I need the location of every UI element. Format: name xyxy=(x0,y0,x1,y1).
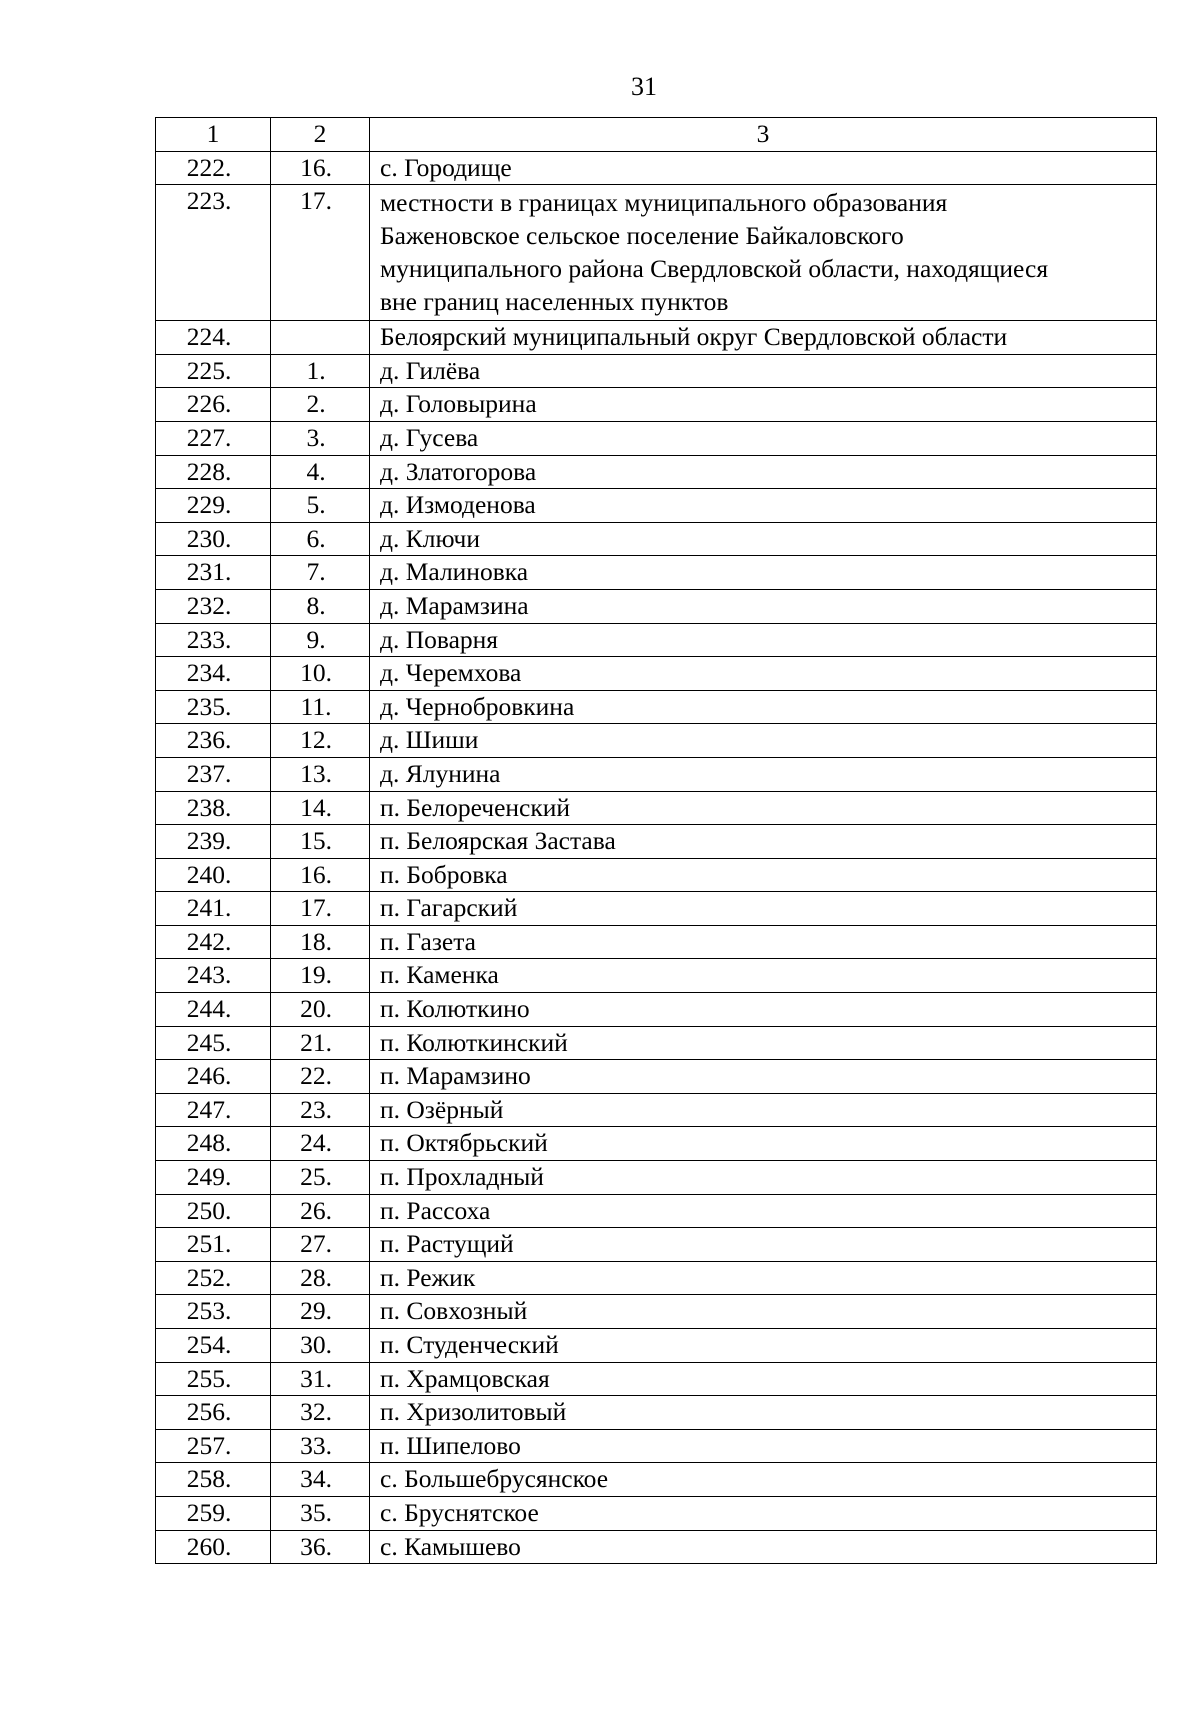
row-subnumber: 29. xyxy=(271,1295,370,1329)
table-row xyxy=(156,925,1157,959)
row-name: д. Златогорова xyxy=(370,455,1157,489)
row-number: 235. xyxy=(156,690,271,724)
table-row xyxy=(156,589,1157,623)
table-row xyxy=(156,657,1157,691)
table-row xyxy=(156,1496,1157,1530)
row-subnumber: 14. xyxy=(271,791,370,825)
row-subnumber xyxy=(271,321,370,355)
row-number: 256. xyxy=(156,1396,271,1430)
table-body xyxy=(156,118,1157,1564)
table-row xyxy=(156,151,1157,185)
row-name: п. Озёрный xyxy=(370,1093,1157,1127)
row-name: п. Растущий xyxy=(370,1228,1157,1262)
table-header-row xyxy=(156,118,1157,152)
row-name: п. Хризолитовый xyxy=(370,1396,1157,1430)
row-subnumber: 8. xyxy=(271,589,370,623)
row-subnumber: 27. xyxy=(271,1228,370,1262)
row-number: 254. xyxy=(156,1329,271,1363)
table-row xyxy=(156,858,1157,892)
row-name: п. Рассоха xyxy=(370,1194,1157,1228)
row-name-line: вне границ населенных пунктов xyxy=(380,287,729,317)
row-name: п. Совхозный xyxy=(370,1295,1157,1329)
table-row xyxy=(156,556,1157,590)
table-row xyxy=(156,1530,1157,1564)
table-row xyxy=(156,489,1157,523)
row-subnumber: 18. xyxy=(271,925,370,959)
row-name-line: муниципального района Свердловской области, находящиеся xyxy=(380,254,1049,284)
row-name: д. Гилёва xyxy=(370,354,1157,388)
table-row xyxy=(156,623,1157,657)
row-subnumber: 9. xyxy=(271,623,370,657)
row-name: с. Камышево xyxy=(370,1530,1157,1564)
page-number: 31 xyxy=(631,72,657,101)
row-number: 257. xyxy=(156,1429,271,1463)
row-name: с. Бруснятское xyxy=(370,1496,1157,1530)
row-number: 226. xyxy=(156,388,271,422)
table-row xyxy=(156,993,1157,1027)
row-subnumber: 31. xyxy=(271,1362,370,1396)
row-name: д. Поварня xyxy=(370,623,1157,657)
row-number: 227. xyxy=(156,421,271,455)
row-subnumber: 22. xyxy=(271,1060,370,1094)
row-number: 236. xyxy=(156,724,271,758)
row-subnumber: 34. xyxy=(271,1463,370,1497)
row-subnumber: 12. xyxy=(271,724,370,758)
row-number: 223. xyxy=(156,185,271,321)
table-row xyxy=(156,1026,1157,1060)
row-subnumber: 13. xyxy=(271,757,370,791)
row-name: д. Марамзина xyxy=(370,589,1157,623)
row-name: д. Головырина xyxy=(370,388,1157,422)
table-row xyxy=(156,1463,1157,1497)
row-subnumber: 1. xyxy=(271,354,370,388)
row-number: 251. xyxy=(156,1228,271,1262)
row-name xyxy=(370,185,1157,321)
row-name: п. Каменка xyxy=(370,959,1157,993)
row-subnumber: 30. xyxy=(271,1329,370,1363)
table-row xyxy=(156,1261,1157,1295)
row-subnumber: 26. xyxy=(271,1194,370,1228)
row-name: п. Октябрьский xyxy=(370,1127,1157,1161)
table-row xyxy=(156,388,1157,422)
row-subnumber: 2. xyxy=(271,388,370,422)
table-row xyxy=(156,455,1157,489)
row-subnumber: 20. xyxy=(271,993,370,1027)
header-col-2: 2 xyxy=(271,118,370,152)
table-row xyxy=(156,354,1157,388)
row-number: 253. xyxy=(156,1295,271,1329)
row-subnumber: 32. xyxy=(271,1396,370,1430)
table-row xyxy=(156,825,1157,859)
row-subnumber: 3. xyxy=(271,421,370,455)
row-name: д. Шиши xyxy=(370,724,1157,758)
row-subnumber: 11. xyxy=(271,690,370,724)
row-number: 249. xyxy=(156,1161,271,1195)
row-name: д. Черемхова xyxy=(370,657,1157,691)
row-number: 224. xyxy=(156,321,271,355)
row-subnumber: 16. xyxy=(271,151,370,185)
header-col-3: 3 xyxy=(370,118,1157,152)
row-name: п. Белоярская Застава xyxy=(370,825,1157,859)
row-name: п. Белореченский xyxy=(370,791,1157,825)
header-col-1: 1 xyxy=(156,118,271,152)
row-number: 231. xyxy=(156,556,271,590)
row-number: 234. xyxy=(156,657,271,691)
row-number: 232. xyxy=(156,589,271,623)
row-subnumber: 6. xyxy=(271,522,370,556)
table-row xyxy=(156,1362,1157,1396)
row-subnumber: 23. xyxy=(271,1093,370,1127)
table-row xyxy=(156,1060,1157,1094)
row-subnumber: 21. xyxy=(271,1026,370,1060)
table-row xyxy=(156,185,1157,321)
row-name: п. Колюткинский xyxy=(370,1026,1157,1060)
row-subnumber: 5. xyxy=(271,489,370,523)
row-number: 230. xyxy=(156,522,271,556)
row-number: 247. xyxy=(156,1093,271,1127)
row-name: Белоярский муниципальный округ Свердловской области xyxy=(370,321,1157,355)
row-name: д. Ялунина xyxy=(370,757,1157,791)
row-subnumber: 15. xyxy=(271,825,370,859)
row-subnumber: 25. xyxy=(271,1161,370,1195)
row-subnumber: 17. xyxy=(271,185,370,321)
row-subnumber: 16. xyxy=(271,858,370,892)
row-subnumber: 19. xyxy=(271,959,370,993)
table-row xyxy=(156,757,1157,791)
row-number: 239. xyxy=(156,825,271,859)
row-number: 245. xyxy=(156,1026,271,1060)
row-name: д. Ключи xyxy=(370,522,1157,556)
row-subnumber: 33. xyxy=(271,1429,370,1463)
table-row xyxy=(156,1161,1157,1195)
row-subnumber: 7. xyxy=(271,556,370,590)
table-row xyxy=(156,892,1157,926)
row-name: с. Городище xyxy=(370,151,1157,185)
row-number: 225. xyxy=(156,354,271,388)
row-name: п. Марамзино xyxy=(370,1060,1157,1094)
table-row xyxy=(156,522,1157,556)
row-number: 241. xyxy=(156,892,271,926)
row-subnumber: 17. xyxy=(271,892,370,926)
row-number: 229. xyxy=(156,489,271,523)
row-name-line: Баженовское сельское поселение Байкаловского xyxy=(380,221,904,251)
row-subnumber: 35. xyxy=(271,1496,370,1530)
row-name: п. Прохладный xyxy=(370,1161,1157,1195)
row-number: 240. xyxy=(156,858,271,892)
row-name: д. Измоденова xyxy=(370,489,1157,523)
table-row xyxy=(156,1194,1157,1228)
row-name: п. Режик xyxy=(370,1261,1157,1295)
row-name: д. Гусева xyxy=(370,421,1157,455)
table-row xyxy=(156,321,1157,355)
row-name: п. Шипелово xyxy=(370,1429,1157,1463)
row-subnumber: 24. xyxy=(271,1127,370,1161)
row-number: 242. xyxy=(156,925,271,959)
row-number: 252. xyxy=(156,1261,271,1295)
settlements-table xyxy=(155,117,1157,1564)
row-subnumber: 10. xyxy=(271,657,370,691)
row-name: д. Малиновка xyxy=(370,556,1157,590)
row-subnumber: 28. xyxy=(271,1261,370,1295)
row-name: п. Студенческий xyxy=(370,1329,1157,1363)
table-row xyxy=(156,690,1157,724)
row-number: 228. xyxy=(156,455,271,489)
row-number: 250. xyxy=(156,1194,271,1228)
row-name: п. Храмцовская xyxy=(370,1362,1157,1396)
row-number: 246. xyxy=(156,1060,271,1094)
table-row xyxy=(156,1396,1157,1430)
row-number: 222. xyxy=(156,151,271,185)
row-name: п. Колюткино xyxy=(370,993,1157,1027)
table-row xyxy=(156,1093,1157,1127)
row-number: 237. xyxy=(156,757,271,791)
row-name-line: местности в границах муниципального образования xyxy=(380,188,948,218)
row-number: 233. xyxy=(156,623,271,657)
row-number: 243. xyxy=(156,959,271,993)
table-row xyxy=(156,1228,1157,1262)
row-subnumber: 36. xyxy=(271,1530,370,1564)
row-number: 259. xyxy=(156,1496,271,1530)
row-name: п. Гагарский xyxy=(370,892,1157,926)
row-number: 255. xyxy=(156,1362,271,1396)
table-row xyxy=(156,724,1157,758)
table-row xyxy=(156,1127,1157,1161)
row-number: 258. xyxy=(156,1463,271,1497)
row-number: 244. xyxy=(156,993,271,1027)
row-number: 248. xyxy=(156,1127,271,1161)
table-row xyxy=(156,1329,1157,1363)
table-row xyxy=(156,1429,1157,1463)
row-name: п. Газета xyxy=(370,925,1157,959)
table-row xyxy=(156,959,1157,993)
row-name: п. Бобровка xyxy=(370,858,1157,892)
row-name: с. Большебрусянское xyxy=(370,1463,1157,1497)
row-name: д. Чернобровкина xyxy=(370,690,1157,724)
table-row xyxy=(156,1295,1157,1329)
row-subnumber: 4. xyxy=(271,455,370,489)
row-number: 260. xyxy=(156,1530,271,1564)
table-row xyxy=(156,421,1157,455)
table-row xyxy=(156,791,1157,825)
row-number: 238. xyxy=(156,791,271,825)
